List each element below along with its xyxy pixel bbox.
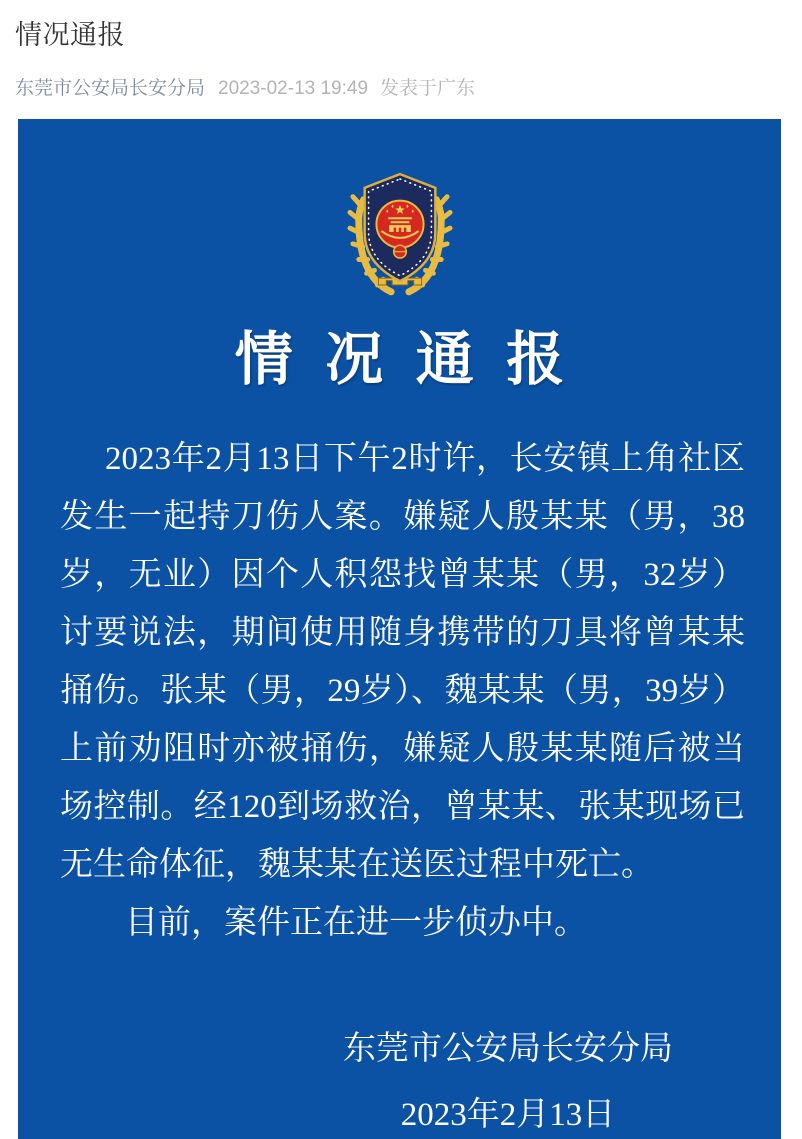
publish-region: 发表于广东 [380,78,476,99]
notice-paragraph-1: 2023年2月13日下午2时许，长安镇上角社区发生一起持刀伤人案。嫌疑人殷某某（男，38岁，无业）因个人积怨找曾某某（男，32岁）讨要说法，期间使用随身携带的刀具将曾某某捅伤。张某（男，29岁）、魏某某（男，39岁）上前劝阻时亦被捅伤，嫌疑人殷某某随后被当场控制。经120到场救治，曾某某、张某现场已无生命体征，魏某某在送医过程中死亡。 [60,441,745,883]
signature-agency: 东莞市公安局长安分局 [343,1031,673,1067]
publish-timestamp: 2023-02-13 19:49 [218,78,369,99]
page-title: 情况通报 [15,20,125,50]
signature-date: 2023年2月13日 [400,1097,616,1133]
notice-image [18,119,781,1139]
notice-body [18,430,781,952]
article-header [0,0,802,100]
notice-paragraph-2: 目前，案件正在进一步侦办中。 [125,905,587,941]
police-badge-icon [346,168,454,298]
notice-signature-block [343,1020,673,1139]
source-account-link[interactable]: 东莞市公安局长安分局 [15,78,206,99]
article-meta [15,73,786,100]
notice-title: 情 况 通 报 [234,327,574,392]
